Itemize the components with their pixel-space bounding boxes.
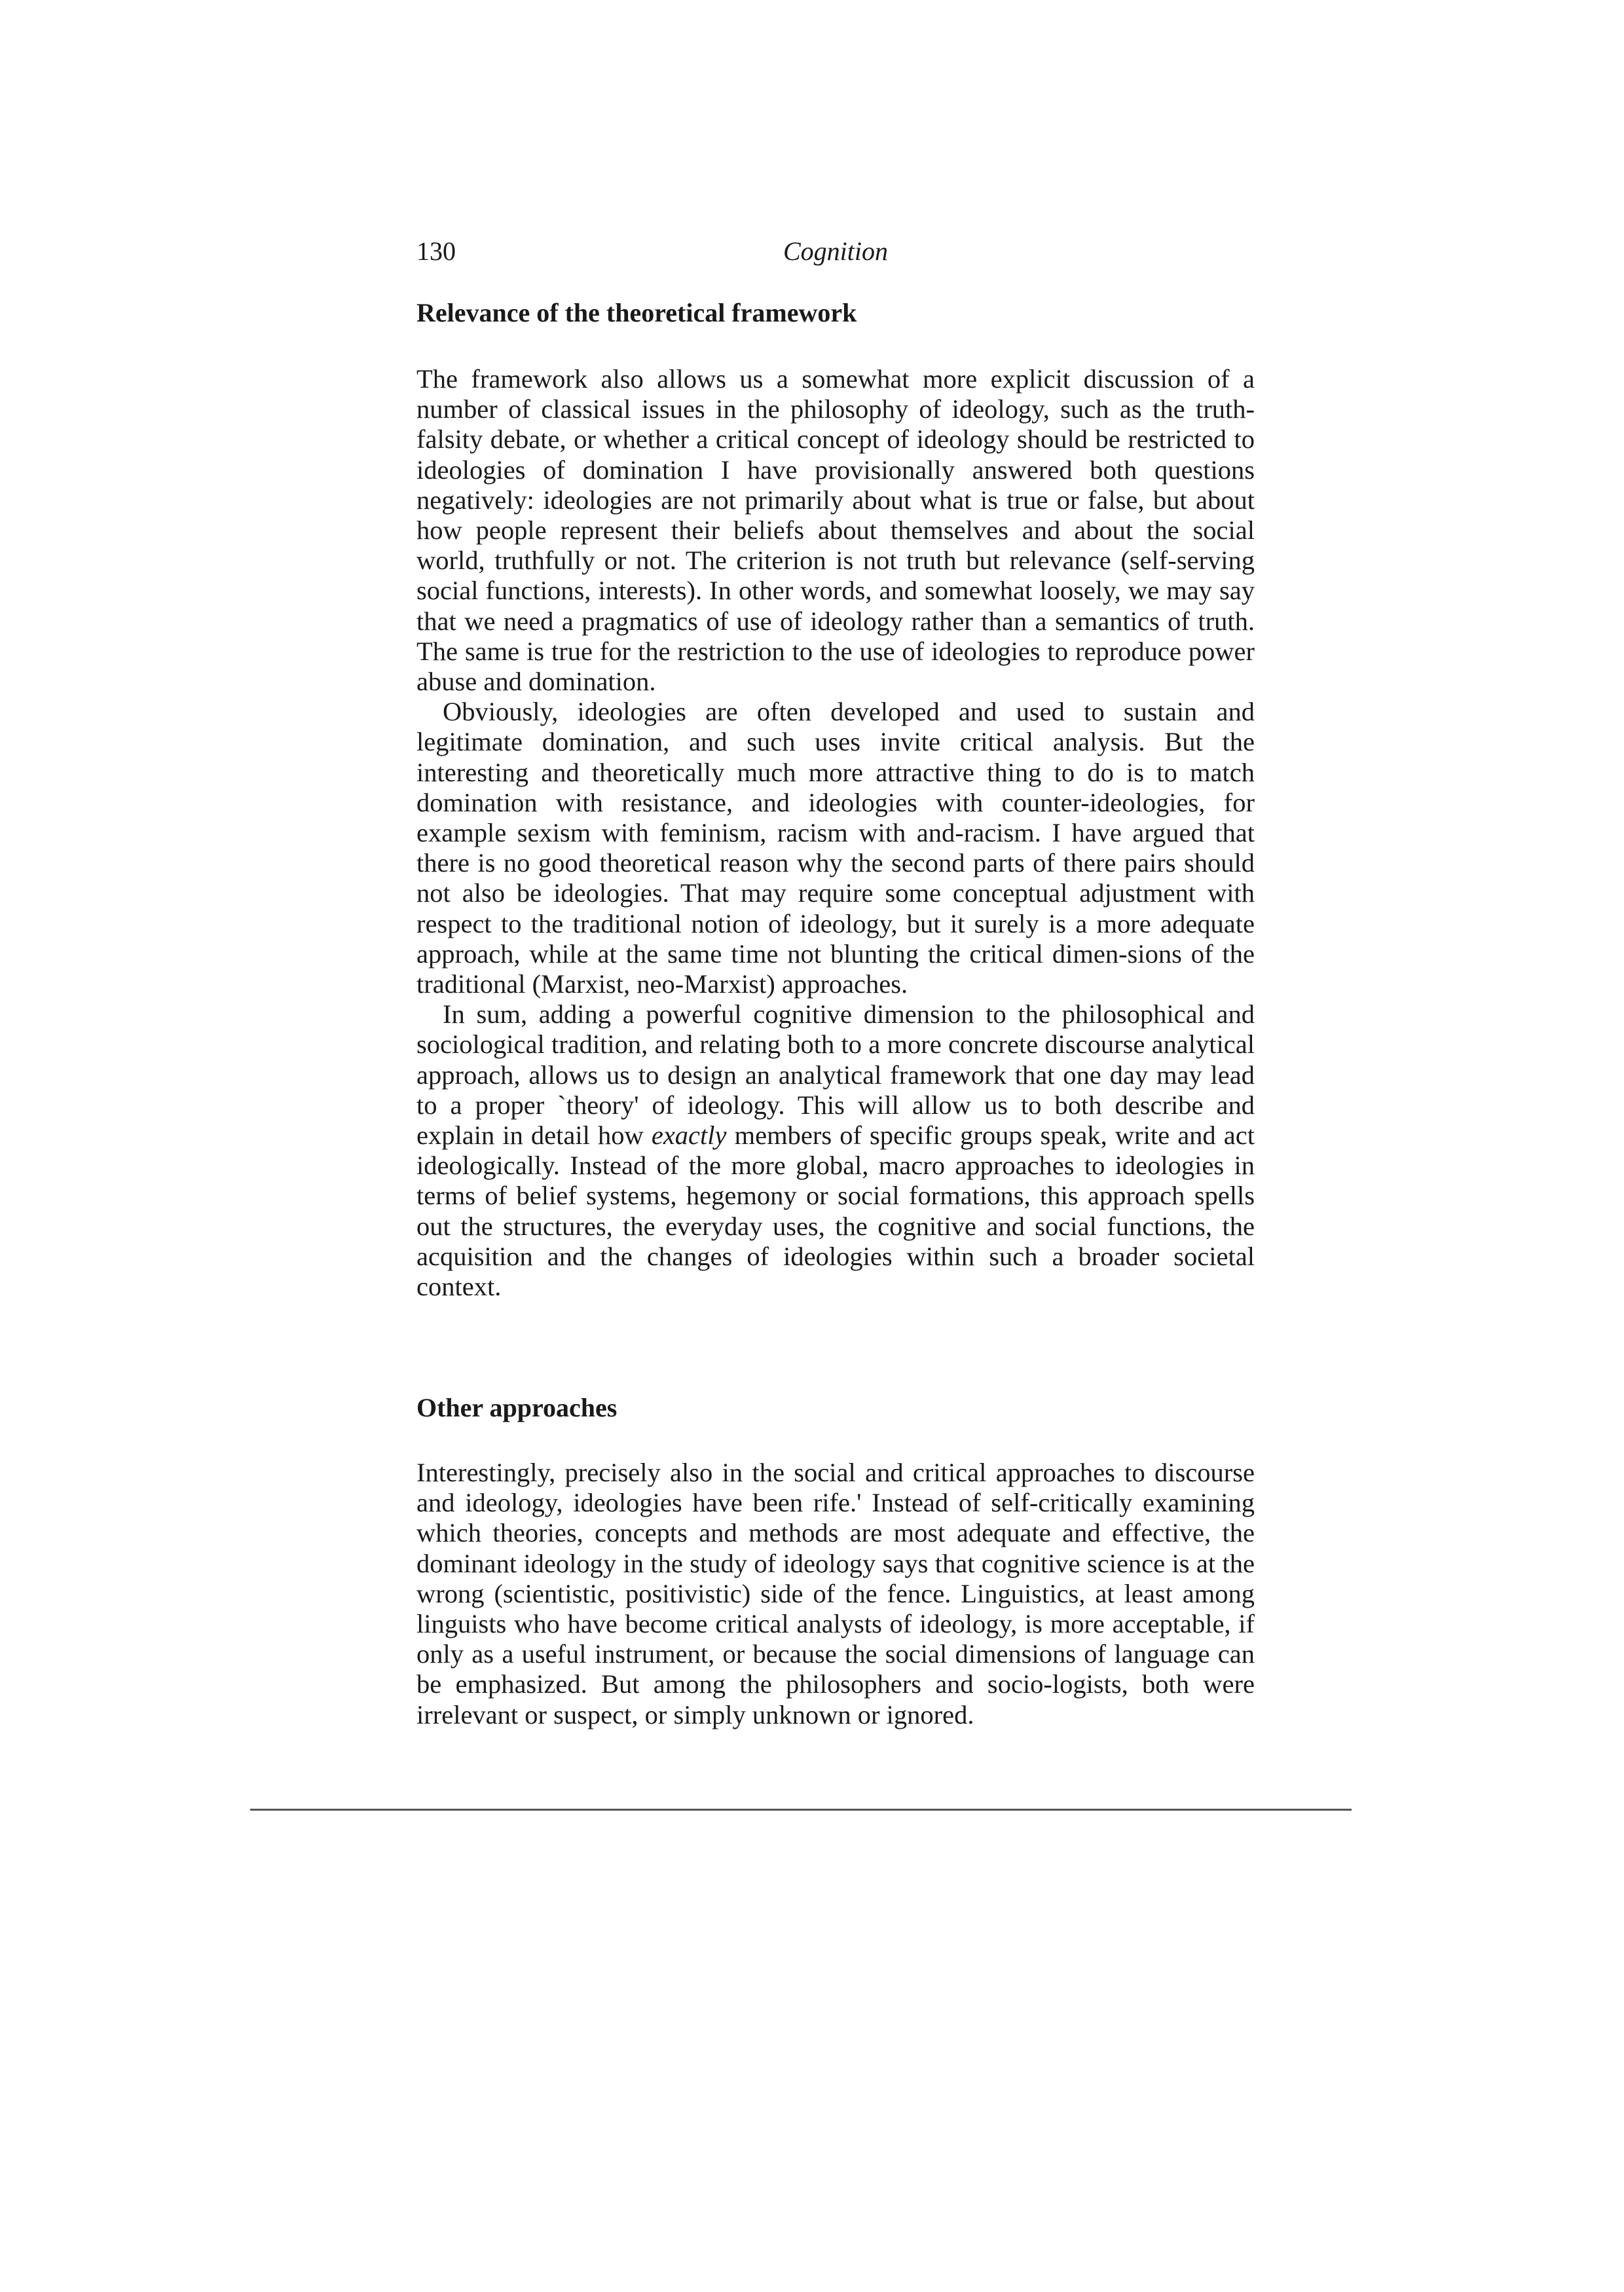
- footer-rule: [250, 1809, 1352, 1811]
- paragraph-3: [416, 999, 1255, 1302]
- paragraph-2: Obviously, ideologies are often developed and used to sustain and legitimate domination, and such uses invite critical analysis. But the interesting and theoretically much more attractive thing to do is to match domination with resistance, and ideologies with counter-ideologies, for example sexism with feminism, racism with and-racism. I have argued that there is no good theoretical reason why the second parts of there pairs should not also be ideologies. That may require some conceptual adjustment with respect to the traditional notion of ideology, but it surely is a more adequate approach, while at the same time not blunting the critical dimen-sions of the traditional (Marxist, neo-Marxist) approaches.: [416, 697, 1255, 999]
- paragraph-1: The framework also allows us a somewhat more explicit discussion of a number of classical issues in the philosophy of ideology, such as the truth-falsity debate, or whether a critical concept of ideology should be restricted to ideologies of domination I have provisionally answered both questions negatively: ideologies are not primarily about what is true or false, but about how people represent their beliefs about themselves and about the social world, truthfully or not. The criterion is not truth but relevance (self-serving social functions, interests). In other words, and somewhat loosely, we may say that we need a pragmatics of use of ideology rather than a semantics of truth. The same is true for the restriction to the use of ideologies to reproduce power abuse and domination.: [416, 364, 1255, 697]
- paragraph-3-text-b: members of specific groups speak, write and act ideologically. Instead of the more global, macro approaches to ideologies in terms of belief systems, hegemony or social formations, this approach spells out the structures, the everyday uses, the cognitive and social functions, the acquisition and the changes of ideologies within such a broader societal context.: [416, 1120, 1255, 1302]
- page-number: 130: [416, 236, 456, 266]
- section-body-relevance: [416, 364, 1255, 1302]
- running-head: Cognition: [783, 236, 889, 266]
- page-header: [416, 236, 1255, 275]
- paragraph-3-text-a: In sum, adding a powerful cognitive dimension to the philosophical and sociological tradition, and relating both to a more concrete discourse analytical approach, allows us to design an analytical framework that one day may lead to a proper `theory' of ideology. This will allow us to both describe and explain in detail how: [416, 999, 1255, 1151]
- section-body-other-approaches: [416, 1458, 1255, 1730]
- paragraph-4: Interestingly, precisely also in the social and critical approaches to discourse and ideology, ideologies have been rife.' Instead of self-critically examining which theories, concepts and methods are most adequate and effective, the dominant ideology in the study of ideology says that cognitive science is at the wrong (scientistic, positivistic) side of the fence. Linguistics, at least among linguists who have become critical analysts of ideology, is more acceptable, if only as a useful instrument, or because the social dimensions of language can be emphasized. But among the philosophers and socio-logists, both were irrelevant or suspect, or simply unknown or ignored.: [416, 1458, 1255, 1729]
- emphasis-exactly: exactly: [651, 1120, 727, 1151]
- section-heading-relevance: Relevance of the theoretical framework: [416, 298, 857, 327]
- section-heading-other-approaches: Other approaches: [416, 1393, 618, 1422]
